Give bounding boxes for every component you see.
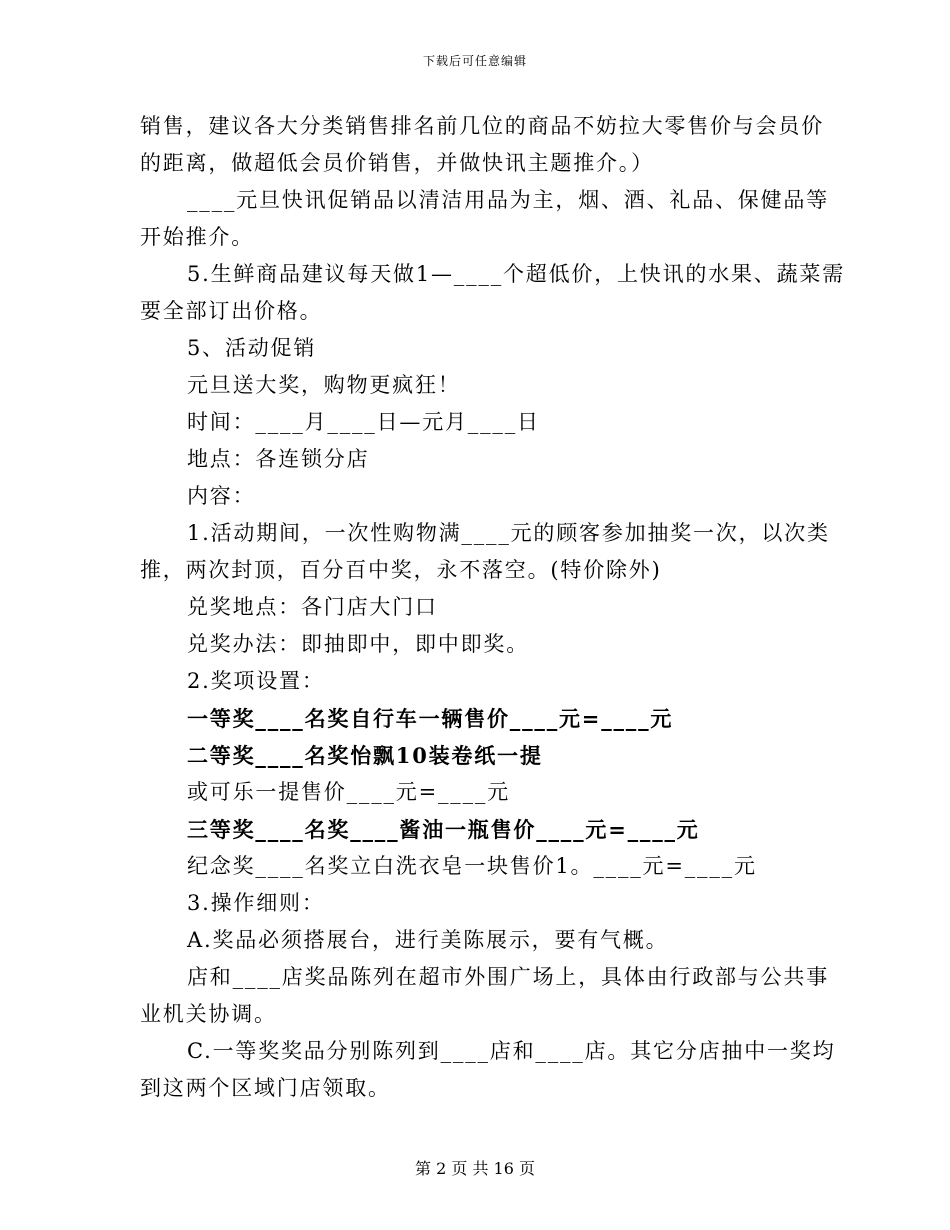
text-line: 2.奖项设置： (187, 669, 325, 693)
page-footer: 第 2 页 共 16 页 (415, 1159, 535, 1178)
text-line: 开始推介。 (140, 225, 254, 249)
text-line: 业机关协调。 (140, 1002, 277, 1026)
text-line: 元旦送大奖，购物更疯狂！ (187, 373, 461, 397)
text-line: 时间：____月____日—元月____日 (187, 410, 540, 434)
text-line: 二等奖____名奖怡飘10装卷纸一提 (187, 743, 543, 768)
text-line: 5、活动促销 (187, 336, 317, 360)
text-line: 店和____店奖品陈列在超市外围广场上，具体由行政部与公共事 (187, 965, 829, 989)
text-line: 兑奖办法：即抽即中，即中即奖。 (187, 632, 529, 656)
text-line: 要全部订出价格。 (140, 299, 323, 323)
text-line: 地点：各连锁分店 (187, 447, 370, 471)
text-line: A.奖品必须搭展台，进行美陈展示，要有气概。 (187, 928, 669, 952)
text-line: 5.生鲜商品建议每天做1—____个超低价，上快讯的水果、蔬菜需 (187, 262, 845, 286)
text-line: 3.操作细则： (187, 891, 325, 915)
text-line: 一等奖____名奖自行车一辆售价____元=____元 (187, 706, 674, 731)
text-line: C.一等奖奖品分别陈列到____店和____店。其它分店抽中一奖均 (187, 1039, 836, 1063)
text-line: ____元旦快讯促销品以清洁用品为主，烟、酒、礼品、保健品等 (187, 188, 829, 212)
text-line: 兑奖地点：各门店大门口 (187, 595, 438, 619)
text-line: 或可乐一提售价____元=____元 (187, 780, 510, 804)
page-header: 下载后可任意编辑 (422, 54, 527, 68)
text-line: 的距离，做超低会员价销售，并做快讯主题推介。） (140, 151, 654, 175)
document-body (140, 108, 845, 1107)
text-line: 内容： (187, 484, 256, 508)
text-line: 推，两次封顶，百分百中奖，永不落空。(特价除外) (140, 558, 662, 582)
text-line: 销售，建议各大分类销售排名前几位的商品不妨拉大零售价与会员价 (140, 114, 824, 138)
text-line: 到这两个区域门店领取。 (140, 1076, 391, 1100)
text-line: 纪念奖____名奖立白洗衣皂一块售价1。____元=____元 (187, 854, 757, 878)
text-line: 三等奖____名奖____酱油一瓶售价____元=____元 (187, 817, 700, 842)
text-line: 1.活动期间，一次性购物满____元的顾客参加抽奖一次，以次类 (187, 521, 830, 545)
